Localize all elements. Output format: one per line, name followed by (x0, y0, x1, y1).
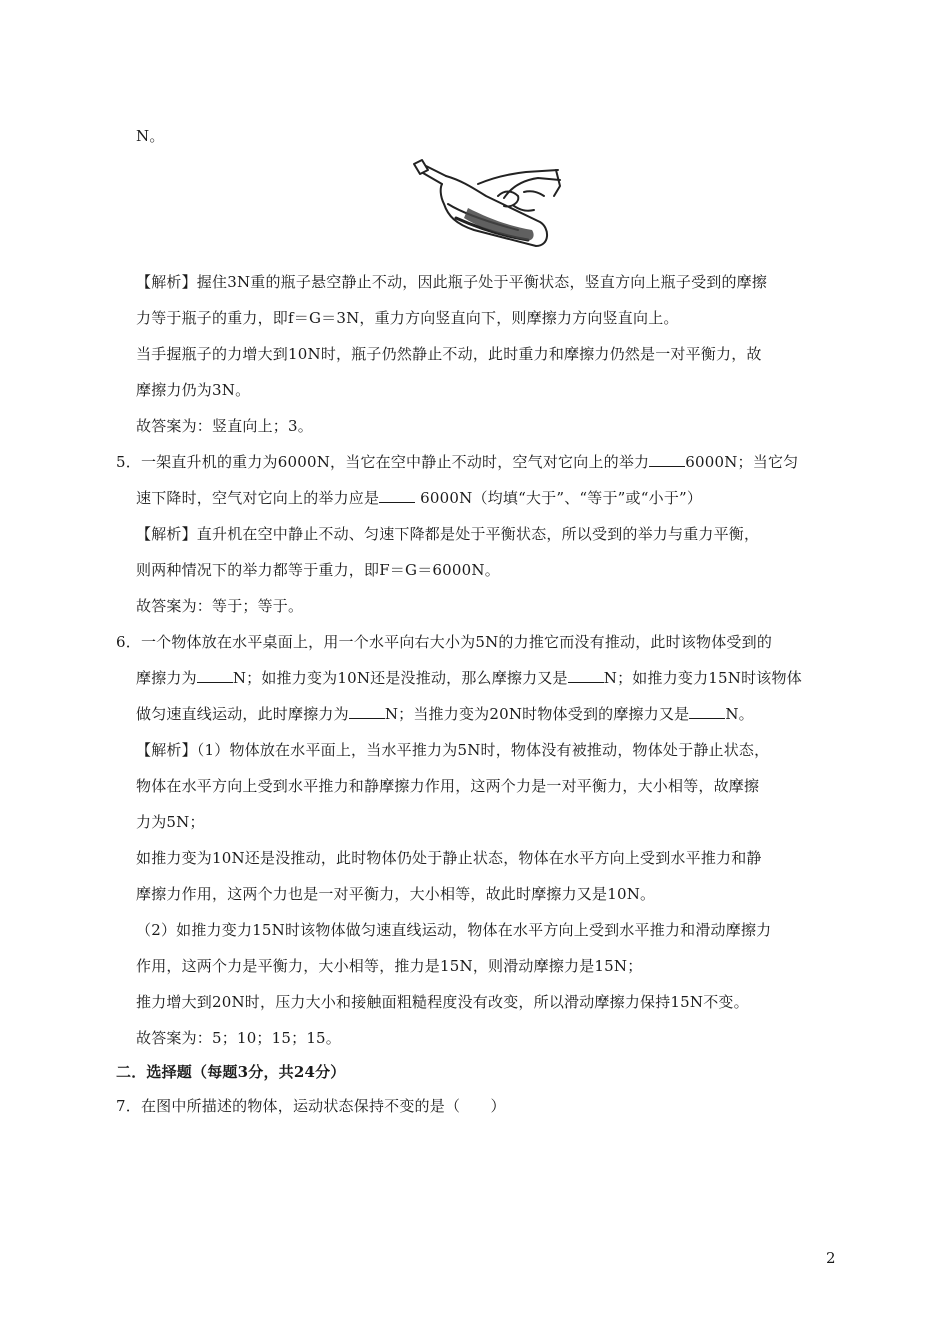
analysis-line: 力等于瓶子的重力，即f＝G＝3N，重力方向竖直向下，则摩擦力方向竖直向上。 (136, 309, 679, 327)
analysis-line: 摩擦力仍为3N。 (136, 381, 251, 399)
question-text: 摩擦力为 (136, 669, 197, 687)
analysis-line: 【解析】（1）物体放在水平面上，当水平推力为5N时，物体没有被推动，物体处于静止状态， (136, 741, 770, 759)
answer-blank (689, 704, 725, 719)
analysis-line: 力为5N； (136, 813, 205, 831)
question-7-line: 7．在图中所描述的物体，运动状态保持不变的是（ ） (116, 1097, 506, 1115)
answer-line: 故答案为：等于；等于。 (136, 597, 304, 615)
answer-blank (568, 668, 604, 683)
hand-holding-bottle-figure (408, 156, 564, 250)
analysis-line: 【解析】握住3N重的瓶子悬空静止不动，因此瓶子处于平衡状态，竖直方向上瓶子受到的摩擦 (136, 273, 768, 291)
analysis-line: 则两种情况下的举力都等于重力，即F＝G＝6000N。 (136, 561, 500, 579)
analysis-line: 【解析】直升机在空中静止不动、匀速下降都是处于平衡状态，所以受到的举力与重力平衡， (136, 525, 760, 543)
question-text: N；当推力变为20N时物体受到的摩擦力又是 (384, 705, 690, 723)
answer-line: 故答案为：竖直向上；3。 (136, 417, 313, 435)
question-6-line-2 (136, 668, 802, 688)
question-5-line-1 (116, 452, 798, 472)
answer-line: 故答案为：5；10；15；15。 (136, 1029, 342, 1047)
question-text: N；如推力变为10N还是没推动，那么摩擦力又是 (232, 669, 568, 687)
question-text: N；如推力变力15N时该物体 (603, 669, 802, 687)
analysis-line: 摩擦力作用，这两个力也是一对平衡力，大小相等，故此时摩擦力又是10N。 (136, 885, 656, 903)
analysis-line: （2）如推力变力15N时该物体做匀速直线运动，物体在水平方向上受到水平推力和滑动摩擦力 (136, 921, 772, 939)
analysis-line: 如推力变为10N还是没推动，此时物体仍处于静止状态，物体在水平方向上受到水平推力和静 (136, 849, 762, 867)
answer-blank (349, 704, 385, 719)
question-6-line-3 (136, 704, 754, 724)
question-5-line-2 (136, 488, 702, 508)
answer-blank (379, 488, 415, 503)
question-6-line-1: 6．一个物体放在水平桌面上，用一个水平向右大小为5N的力推它而没有推动，此时该物体受到的 (116, 633, 773, 651)
analysis-line: 当手握瓶子的力增大到10N时，瓶子仍然静止不动，此时重力和摩擦力仍然是一对平衡力，故 (136, 345, 762, 363)
text-line: N。 (136, 127, 165, 145)
analysis-line: 作用，这两个力是平衡力，大小相等，推力是15N，则滑动摩擦力是15N； (136, 957, 643, 975)
question-text: 6000N；当它匀 (685, 453, 799, 471)
answer-blank (649, 452, 685, 467)
analysis-line: 推力增大到20N时，压力大小和接触面粗糙程度没有改变，所以滑动摩擦力保持15N不变。 (136, 993, 749, 1011)
question-text: 6000N（均填“大于”、“等于”或“小于”） (415, 489, 703, 507)
answer-blank (197, 668, 233, 683)
question-text: N。 (725, 705, 754, 723)
question-text: 5．一架直升机的重力为6000N，当它在空中静止不动时，空气对它向上的举力 (116, 453, 650, 471)
analysis-line: 物体在水平方向上受到水平推力和静摩擦力作用，这两个力是一对平衡力，大小相等，故摩擦 (136, 777, 760, 795)
page-number: 2 (826, 1249, 836, 1267)
section-heading: 二．选择题（每题3分，共24分） (116, 1063, 346, 1081)
question-text: 速下降时，空气对它向上的举力应是 (136, 489, 380, 507)
question-text: 做匀速直线运动，此时摩擦力为 (136, 705, 349, 723)
